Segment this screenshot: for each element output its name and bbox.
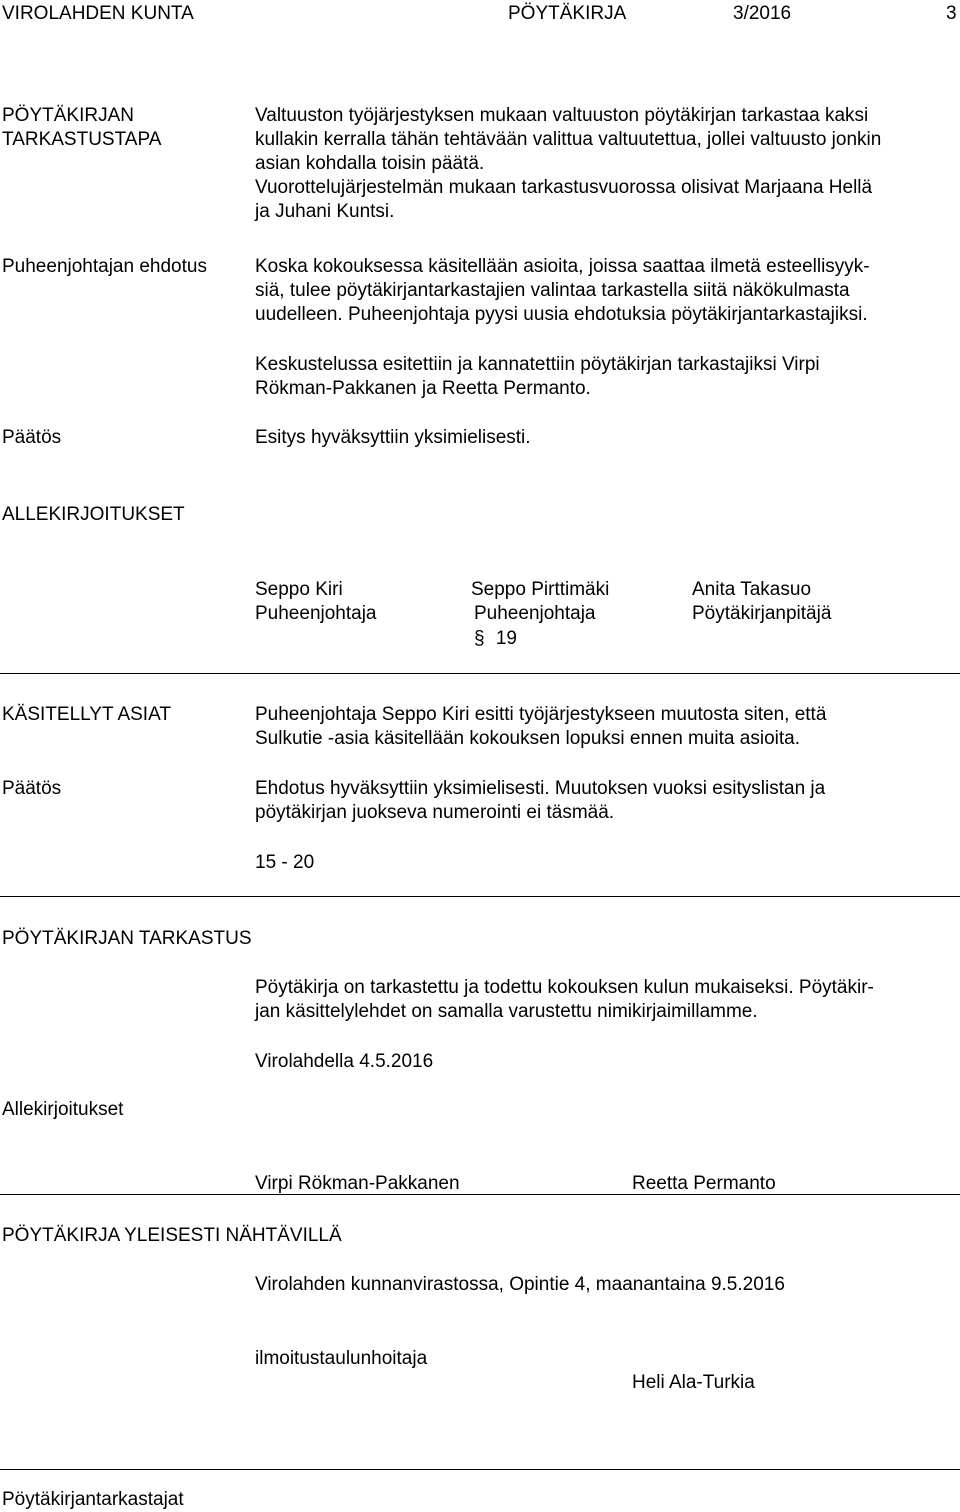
official-role: ilmoitustaulunhoitaja [255,1348,428,1369]
signer-name: Seppo Kiri [255,579,343,600]
signer-name: Seppo Pirttimäki [471,579,610,600]
ehdotus-label: Puheenjohtajan ehdotus [2,256,207,277]
kasitellyt-heading: KÄSITELLYT ASIAT [2,704,171,725]
text-line: Puheenjohtaja Seppo Kiri esitti työjärjestykseen muutosta siten, että [255,704,827,725]
nahtavilla-heading: PÖYTÄKIRJA YLEISESTI NÄHTÄVILLÄ [2,1225,342,1246]
text-line: Sulkutie -asia käsitellään kokouksen lopuksi ennen muita asioita. [255,728,800,749]
paatos-text: Esitys hyväksyttiin yksimielisesti. [255,427,531,448]
section-divider [0,1194,960,1195]
text-line: Valtuuston työjärjestyksen mukaan valtuuston pöytäkirjan tarkastaa kaksi [255,105,869,126]
nahtavilla-text: Virolahden kunnanvirastossa, Opintie 4, maanantaina 9.5.2016 [255,1274,785,1295]
signer-role: Pöytäkirjanpitäjä [692,603,832,624]
tarkastus-text [255,976,955,1024]
text-line: Rökman-Pakkanen ja Reetta Permanto. [255,378,591,399]
text-line: Koska kokouksessa käsitellään asioita, joissa saattaa ilmetä esteellisyyk- [255,256,870,277]
section-range: 15 - 20 [255,852,315,873]
text-line: uudelleen. Puheenjohtaja pyysi uusia ehdotuksia pöytäkirjantarkastajiksi. [255,304,868,325]
paatos-label: Päätös [2,778,62,799]
place-date: Virolahdella 4.5.2016 [255,1051,434,1072]
text-line: Pöytäkirja on tarkastettu ja todettu kokouksen kulun mukaiseksi. Pöytäkir- [255,977,874,998]
footer-label: Pöytäkirjantarkastajat [2,1489,184,1510]
signatures-label: Allekirjoitukset [2,1099,124,1120]
text-line: kullakin kerralla tähän tehtävään valittua valtuutettua, jollei valtuusto jonkin [255,129,882,150]
tarkastustapa-label-line: TARKASTUSTAPA [2,129,162,150]
text-line: siä, tulee pöytäkirjantarkastajien valintaa tarkastella siitä näkökulmasta [255,280,850,301]
header-page-number: 3 [946,3,957,24]
text-line: ja Juhani Kuntsi. [255,201,395,222]
tarkastustapa-text [255,104,955,224]
header-municipality: VIROLAHDEN KUNTA [2,3,194,24]
signer-name: Anita Takasuo [692,579,812,600]
signer-role: Puheenjohtaja [474,603,596,624]
text-line: asian kohdalla toisin päätä. [255,153,485,174]
ehdotus-discussion [255,353,955,401]
ehdotus-text [255,255,955,327]
allekirjoitukset-heading: ALLEKIRJOITUKSET [2,504,185,525]
tarkastustapa-label [2,104,161,152]
header-number: 3/2016 [733,3,792,24]
kasitellyt-text [255,703,955,751]
section-divider [0,896,960,897]
text-line: Vuorottelujärjestelmän mukaan tarkastusvuorossa olisivat Marjaana Hellä [255,177,873,198]
kasitellyt-paatos-text [255,777,955,825]
official-name: Heli Ala-Turkia [632,1372,755,1393]
tarkastustapa-label-line: PÖYTÄKIRJAN [2,105,134,126]
text-line: Keskustelussa esitettiin ja kannatettiin pöytäkirjan tarkastajiksi Virpi [255,354,820,375]
section-reference: § 19 [474,628,517,649]
section-divider [0,673,960,674]
text-line: Ehdotus hyväksyttiin yksimielisesti. Muutoksen vuoksi esityslistan ja [255,778,826,799]
inspector-name: Virpi Rökman-Pakkanen [255,1173,460,1194]
paatos-label: Päätös [2,427,62,448]
inspector-name: Reetta Permanto [632,1173,776,1194]
tarkastus-heading: PÖYTÄKIRJAN TARKASTUS [2,928,252,949]
text-line: pöytäkirjan juokseva numerointi ei täsmää. [255,802,615,823]
header-doc-type: PÖYTÄKIRJA [508,3,627,24]
signer-role: Puheenjohtaja [255,603,377,624]
section-divider [0,1469,960,1470]
text-line: jan käsittelylehdet on samalla varustettu nimikirjaimillamme. [255,1001,758,1022]
